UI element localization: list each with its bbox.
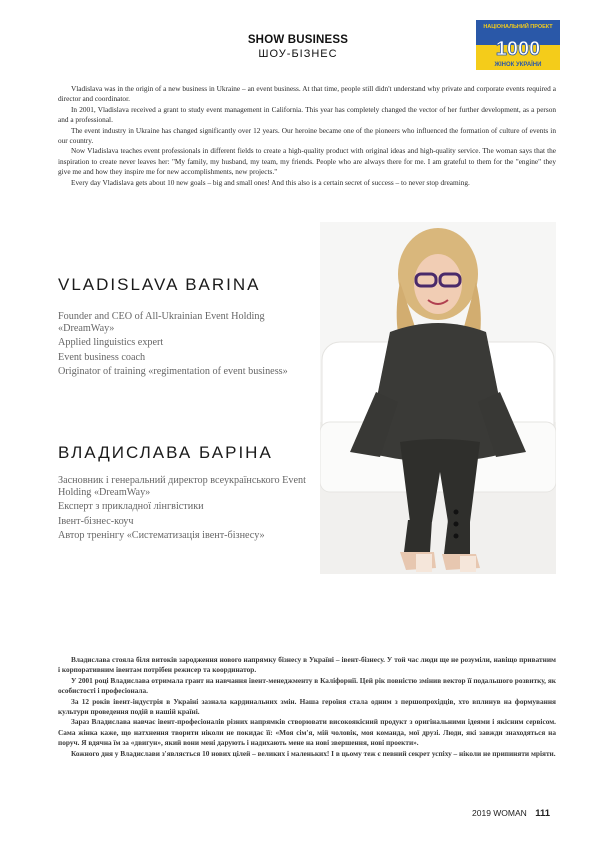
paragraph: The event industry in Ukraine has changed significantly over 12 years. Our heroine became one of the pioneers who influenced the formation of culture of events in our country. xyxy=(58,125,556,146)
paragraph: Vladislava was in the origin of a new business in Ukraine – an event business. At that time, people still didn't understand why private and corporate events required a director and coordinator. xyxy=(58,84,556,104)
svg-text:НАЦІОНАЛЬНИЙ ПРОЕКТ: НАЦІОНАЛЬНИЙ ПРОЕКТ xyxy=(483,24,553,30)
page-number: 111 xyxy=(535,808,550,819)
paragraph: У 2001 році Владислава отримала грант на навчання івент-менеджменту в Каліфорнії. Цей рік повністю змінив вектор її подальшого розвитку, як особистості і професіонала. xyxy=(58,675,556,696)
section-title-ua: ШОУ-БІЗНЕС xyxy=(258,48,338,60)
paragraph: Кожного дня у Владислави з'являється 10 нових цілей – великих і маленьких! І в цьому теж є певний секрет успіху – ніколи не припиняти мріяти. xyxy=(71,748,556,758)
paragraph: Владислава стояла біля витоків зародження нового напрямку бізнесу в Україні – івент-бізнесу. У той час люди ще не розуміли, навіщо приватним і корпоративним івентам потрібен режисер та координатор. xyxy=(58,655,556,675)
person-name-en: VLADISLAVA BARINA xyxy=(58,275,261,294)
person-name-ua: ВЛАДИСЛАВА БАРІНА xyxy=(58,443,273,462)
roles-list-en xyxy=(58,311,308,380)
paragraph: За 12 років івент-індустрія в Україні зазнала кардинальних змін. Наша героїня стала одним з першопрохідців, хто вплинув на формування культури проведення подій в нашій країні. xyxy=(58,696,556,717)
section-title-en: SHOW BUSINESS xyxy=(247,34,349,46)
ukrainian-article xyxy=(58,655,556,759)
paragraph: Now Vladislava teaches event professionals in different fields to create a high-quality product with original ideas and high-quality service. The woman says that the inspiration to create never leaves her: "My family, my husband, my team, my friends. People who are always there for me. I am grateful to them for the "engine" they give me and how they inspire me for new accomplishments, new projects." xyxy=(58,146,556,177)
role-item: Засновник і генеральний директор всеукраїнського Event Holding «DreamWay» xyxy=(58,475,306,499)
role-item: Event business coach xyxy=(58,351,146,363)
role-item: Originator of training «regimentation of event business» xyxy=(58,365,288,377)
role-item: Founder and CEO of All-Ukrainian Event Holding «DreamWay» xyxy=(58,311,265,335)
role-item: Applied linguistics expert xyxy=(58,337,164,349)
page-footer xyxy=(472,808,550,819)
magazine-name: 2019 WOMAN xyxy=(472,808,527,818)
role-item: Івент-бізнес-коуч xyxy=(58,515,134,527)
svg-text:ЖІНОК УКРАЇНИ: ЖІНОК УКРАЇНИ xyxy=(494,62,542,68)
role-item: Експерт з прикладної лінгвістики xyxy=(58,501,204,513)
paragraph: Every day Vladislava gets about 10 new goals – big and small ones! And this also is a certain secret of success – to never stop dreaming. xyxy=(71,177,470,187)
portrait-photo xyxy=(320,222,556,574)
english-article xyxy=(58,84,556,188)
paragraph: In 2001, Vladislava received a grant to study event management in California. This year has completely changed the vector of her further development, as a person and a professional. xyxy=(58,104,556,125)
paragraph: Зараз Владислава навчає івент-професіоналів різних напрямків створювати високоякісний продукт з оригінальними ідеями і якісним сервісом. Сама жінка каже, що натхнення творити ніколи не покидає її: «Моя сім'я, мій чоловік, моя команда, мої друзі. Люди, які завжди знаходяться на поруч. Я вдячна їм за «двигун», який вони мені дарують і надихають мене на нові звершення, нові проекти». xyxy=(58,717,556,748)
roles-list-ua xyxy=(58,475,308,544)
svg-text:1000: 1000 xyxy=(495,38,541,60)
national-project-logo xyxy=(476,20,560,70)
role-item: Автор тренінгу «Систематизація івент-бізнесу» xyxy=(58,529,265,541)
